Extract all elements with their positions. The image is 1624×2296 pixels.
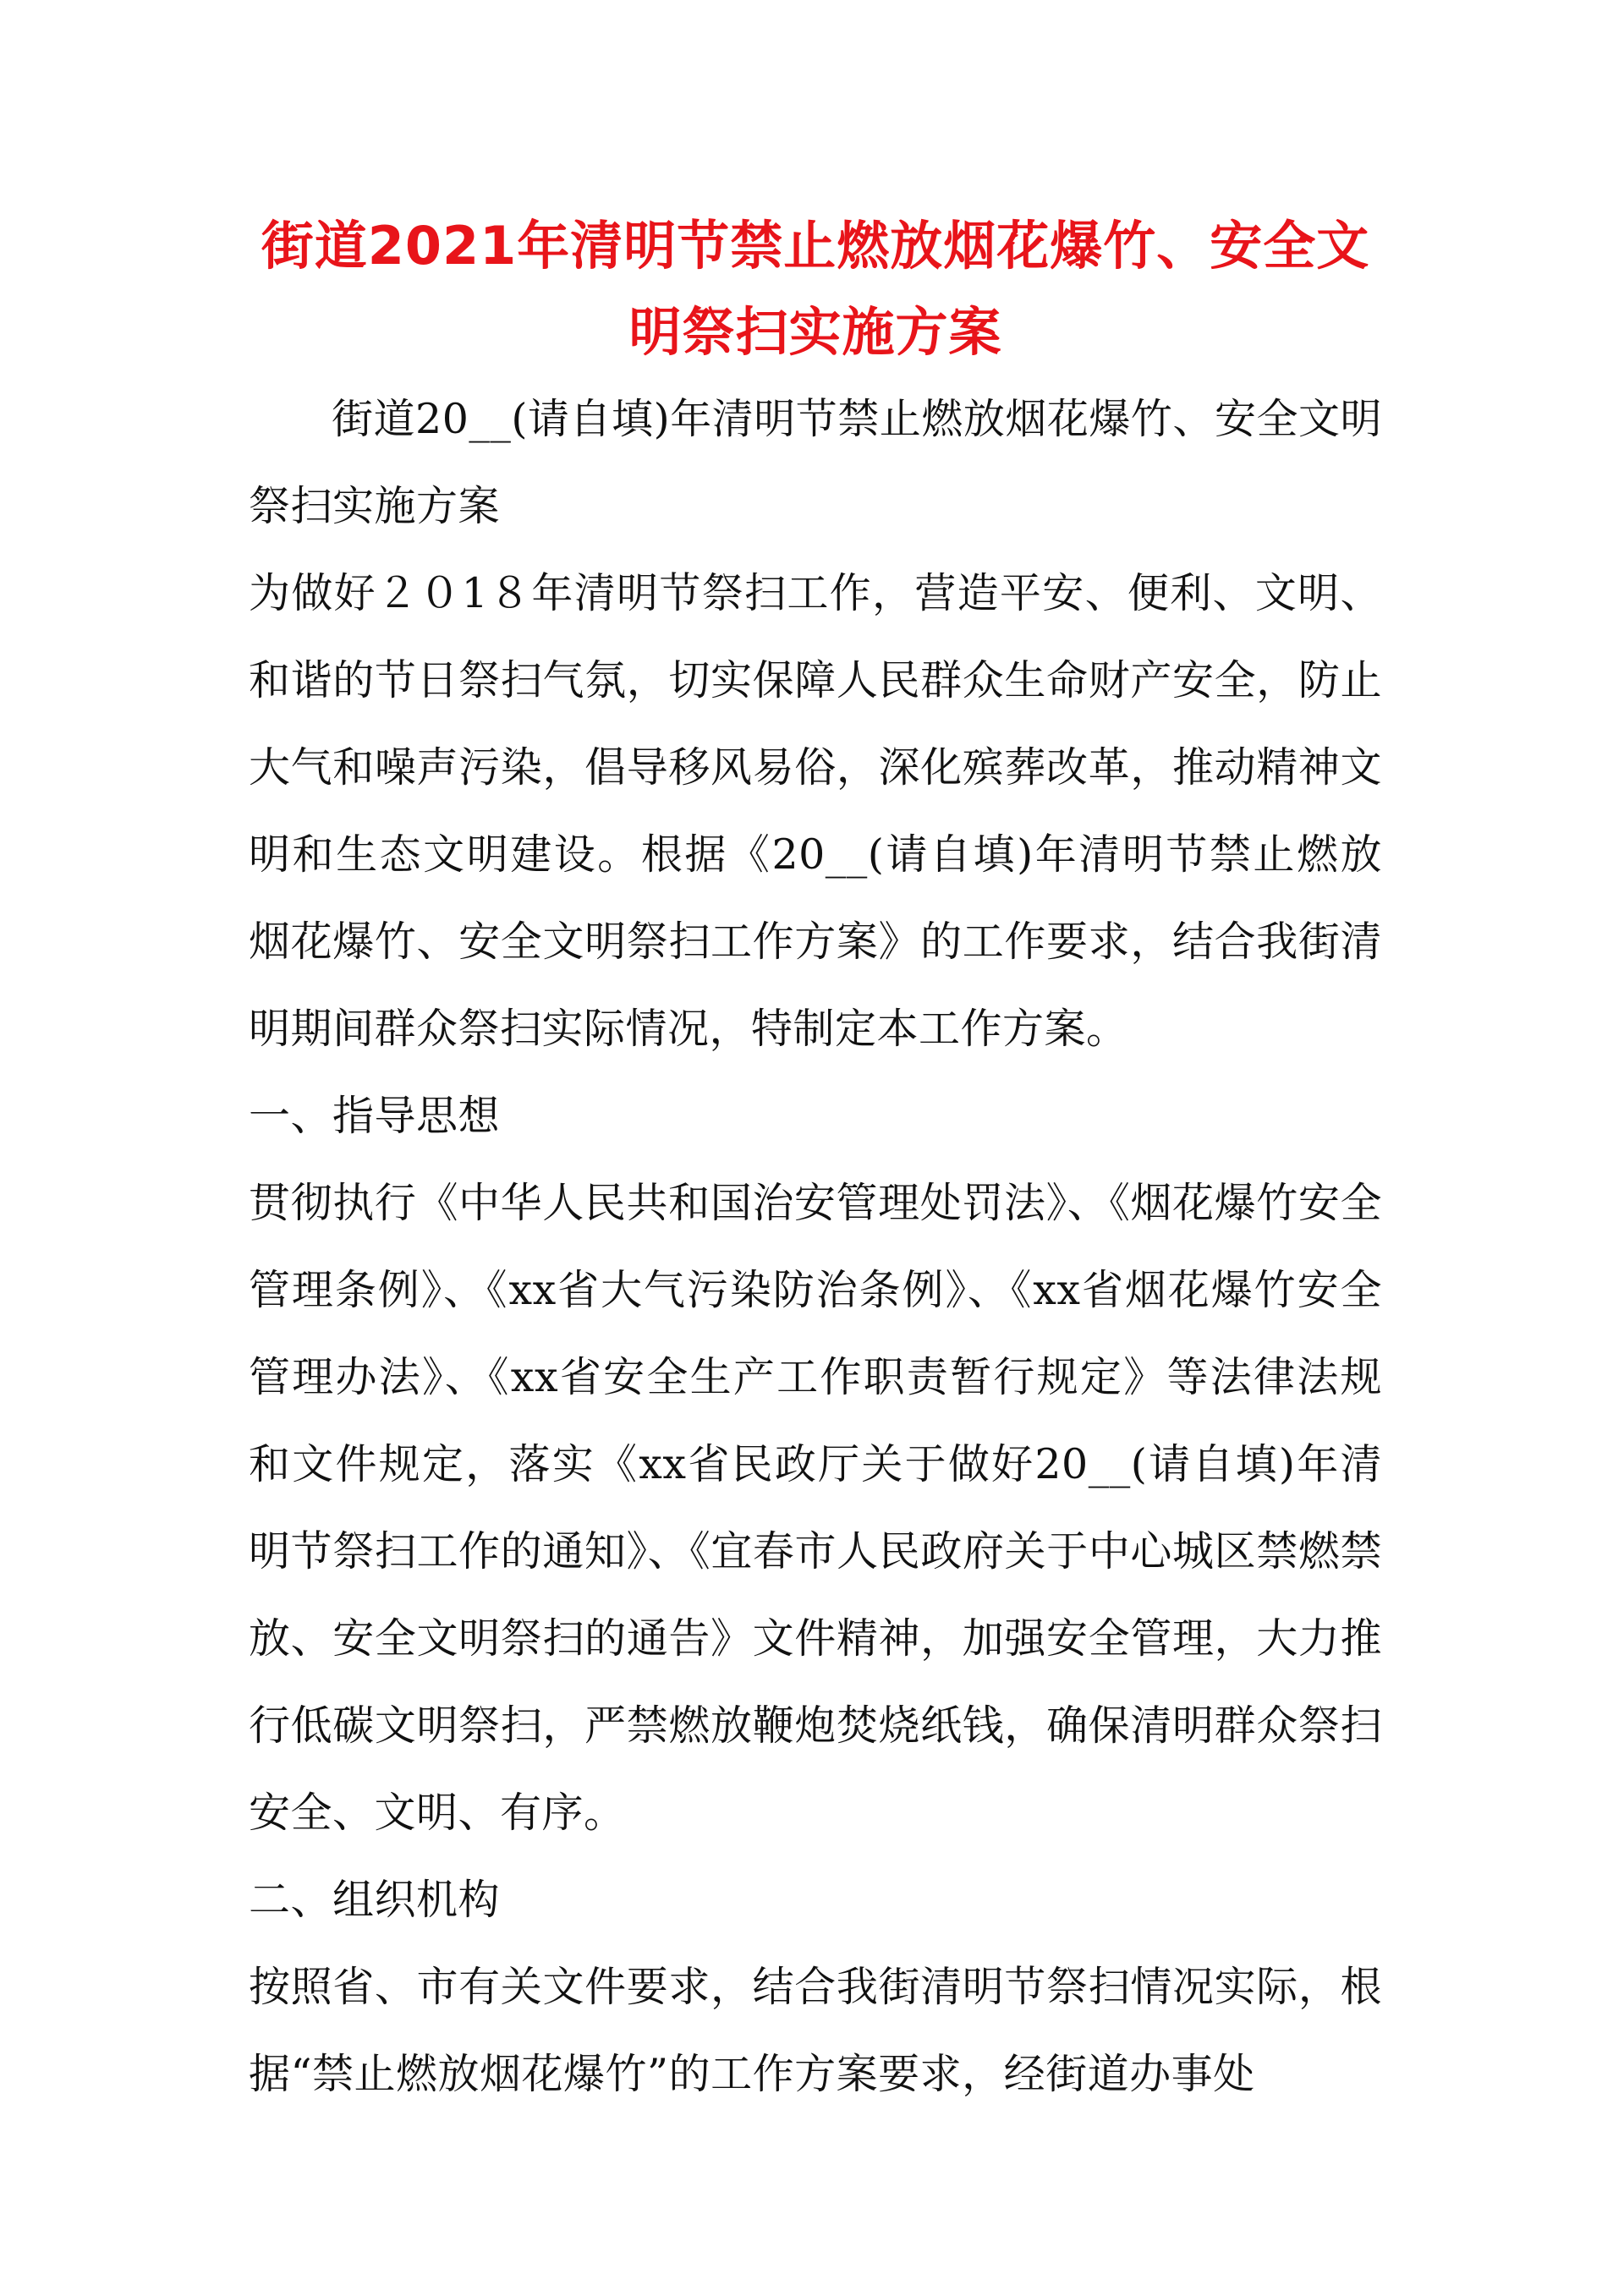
- document-content: [249, 203, 1382, 2118]
- section-heading-guiding-ideology: 一、指导思想: [249, 1092, 501, 1140]
- title-line-2: 明祭扫实施方案: [628, 301, 1002, 363]
- section-body-organization: 按照省、市有关文件要求，结合我街清明节祭扫情况实际，根据“禁止燃放烟花爆竹”的工作方案要求，经街道办事处: [249, 1963, 1382, 2098]
- document-subtitle: 街道20__(请自填)年清明节禁止燃放烟花爆竹、安全文明祭扫实施方案: [249, 395, 1382, 530]
- section-heading-organization: 二、组织机构: [249, 1876, 501, 1924]
- title-line-1: 街道2021年清明节禁止燃放烟花爆竹、安全文: [261, 215, 1370, 277]
- section-body-guiding-ideology: 贯彻执行《中华人民共和国治安管理处罚法》、《烟花爆竹安全管理条例》、《xx省大气污染防治条例》、《xx省烟花爆竹安全管理办法》、《xx省安全生产工作职责暂行规定》等法律法规和文件规定，落实《xx省民政厅关于做好20__(请自填)年清明节祭扫工作的通知》、《宜春市人民政府关于中心城区禁燃禁放、安全文明祭扫的通告》文件精神，加强安全管理，大力推行低碳文明祭扫，严禁燃放鞭炮焚烧纸钱，确保清明群众祭扫安全、文明、有序。: [249, 1179, 1382, 1837]
- intro-paragraph: 为做好２０1８年清明节祭扫工作，营造平安、便利、文明、和谐的节日祭扫气氛，切实保障人民群众生命财产安全，防止大气和噪声污染，倡导移风易俗，深化殡葬改革，推动精神文明和生态文明建设。根据《20__(请自填)年清明节禁止燃放烟花爆竹、安全文明祭扫工作方案》的工作要求，结合我街清明期间群众祭扫实际情况，特制定本工作方案。: [249, 569, 1382, 1053]
- document-title: [249, 203, 1382, 375]
